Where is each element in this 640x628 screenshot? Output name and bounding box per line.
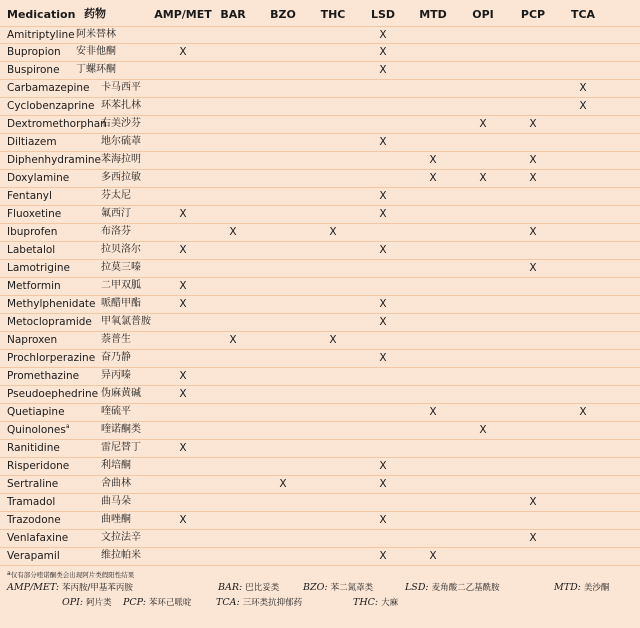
medication-name-text: Sertraline xyxy=(7,478,59,490)
cross-reactivity-mark: X xyxy=(379,514,387,526)
cross-reactivity-mark: X xyxy=(179,370,187,382)
medication-name-cn: 阿米替林 xyxy=(76,29,116,40)
medication-name-cn: 利培酮 xyxy=(101,460,131,471)
legend-item-amp-met: AMP/MET: 苯丙胺/甲基苯丙胺 xyxy=(7,582,133,593)
table-row xyxy=(0,80,640,98)
cross-reactivity-mark: X xyxy=(379,460,387,472)
table-row xyxy=(0,440,640,458)
table-row xyxy=(0,404,640,422)
cross-reactivity-mark: X xyxy=(479,424,487,436)
medication-name-text: Ranitidine xyxy=(7,442,60,454)
table-row xyxy=(0,296,640,314)
medication-name xyxy=(7,173,69,184)
table-row xyxy=(0,152,640,170)
table-row xyxy=(0,332,640,350)
legend-item-lsd: LSD: 麦角酸二乙基酰胺 xyxy=(405,582,500,593)
medication-name-cn: 二甲双胍 xyxy=(101,280,141,291)
legend-item-tca: TCA: 三环类抗抑郁药 xyxy=(216,597,303,608)
medication-name-cn: 曲马朵 xyxy=(101,496,131,507)
table-row xyxy=(0,188,640,206)
col-header-bzo: BZO xyxy=(270,8,296,21)
legend-item-thc: THC: 大麻 xyxy=(353,597,399,608)
medication-name-text: Verapamil xyxy=(7,550,60,562)
cross-reactivity-mark: X xyxy=(529,118,537,130)
medication-name-text: Tramadol xyxy=(7,496,56,508)
table-row xyxy=(0,224,640,242)
table-row xyxy=(0,62,640,80)
medication-header: Medication xyxy=(7,8,76,21)
cross-reactivity-mark: X xyxy=(529,496,537,508)
medication-name xyxy=(7,533,68,544)
medication-name-cn: 芬太尼 xyxy=(101,190,131,201)
medication-name-cn: 甲氧氯普胺 xyxy=(101,316,151,327)
medication-name-text: Diltiazem xyxy=(7,136,57,148)
medication-name xyxy=(7,263,70,274)
table-row xyxy=(0,116,640,134)
table-row xyxy=(0,350,640,368)
medication-name-text: Diphenhydramine xyxy=(7,154,101,166)
table-row xyxy=(0,98,640,116)
col-header-amp-met: AMP/MET xyxy=(154,8,212,21)
table-row xyxy=(0,26,640,44)
medication-name-text: Doxylamine xyxy=(7,172,70,184)
table-row xyxy=(0,512,640,530)
medication-name xyxy=(7,245,55,256)
cross-reactivity-mark: X xyxy=(529,154,537,166)
medication-name xyxy=(7,371,79,382)
col-header-thc: THC xyxy=(320,8,346,21)
medication-name xyxy=(7,83,90,94)
table-row xyxy=(0,476,640,494)
medication-name-cn: 喹诺酮类 xyxy=(101,424,141,435)
cross-reactivity-mark: X xyxy=(579,100,587,112)
cross-reactivity-mark: X xyxy=(379,316,387,328)
legend-item-bzo: BZO: 苯二氮䓬类 xyxy=(303,582,374,593)
table-row xyxy=(0,548,640,566)
cross-reactivity-mark: X xyxy=(179,208,187,220)
medication-name-text: Bupropion xyxy=(7,46,61,58)
cross-reactivity-mark: X xyxy=(329,226,337,238)
table-row xyxy=(0,278,640,296)
cross-reactivity-mark: X xyxy=(179,46,187,58)
cross-reactivity-mark: X xyxy=(379,244,387,256)
medication-name xyxy=(7,551,60,562)
medication-name-cn: 舍曲林 xyxy=(101,478,131,489)
cross-reactivity-mark: X xyxy=(479,172,487,184)
medication-name-cn: 喹硫平 xyxy=(101,406,131,417)
cross-reactivity-mark: X xyxy=(179,514,187,526)
medication-name-text: Fentanyl xyxy=(7,190,52,202)
medication-name xyxy=(7,515,61,526)
medication-name-text: Fluoxetine xyxy=(7,208,62,220)
cross-reactivity-mark: X xyxy=(579,406,587,418)
medication-name xyxy=(7,317,92,328)
medication-name xyxy=(7,425,70,436)
medication-name-cn: 曲唑酮 xyxy=(101,514,131,525)
cross-reactivity-mark: X xyxy=(379,208,387,220)
table-row xyxy=(0,314,640,332)
table-row xyxy=(0,422,640,440)
medication-name-text: Naproxen xyxy=(7,334,58,346)
cross-reactivity-mark: X xyxy=(179,280,187,292)
medication-name xyxy=(7,30,75,41)
cross-reactivity-mark: X xyxy=(529,172,537,184)
table-row xyxy=(0,242,640,260)
table-header xyxy=(0,0,640,26)
cross-reactivity-mark: X xyxy=(379,29,387,41)
cross-reactivity-mark: X xyxy=(329,334,337,346)
medication-name xyxy=(7,299,95,310)
cross-reactivity-mark: X xyxy=(379,352,387,364)
medication-name xyxy=(7,101,94,112)
col-header-lsd: LSD xyxy=(370,8,396,21)
medication-name-text: Dextromethorphan xyxy=(7,118,107,130)
cross-reactivity-mark: X xyxy=(179,442,187,454)
medication-name xyxy=(7,65,60,76)
table-row xyxy=(0,458,640,476)
medication-name-text: Cyclobenzaprine xyxy=(7,100,95,112)
medication-name xyxy=(7,443,60,454)
medication-name-cn: 苯海拉明 xyxy=(101,154,141,165)
medication-name-cn: 地尔硫䓬 xyxy=(101,136,141,147)
medication-name xyxy=(7,191,52,202)
table-row xyxy=(0,170,640,188)
medication-name-text: Quetiapine xyxy=(7,406,65,418)
col-header-mtd: MTD xyxy=(419,8,447,21)
legend-item-mtd: MTD: 美沙酮 xyxy=(554,582,610,593)
table-row xyxy=(0,206,640,224)
cross-reactivity-mark: X xyxy=(229,226,237,238)
footnote-text: 仅有部分喹诺酮类会出现阿片类假阳性结果 xyxy=(10,571,135,579)
col-header-tca: TCA xyxy=(570,8,596,21)
footnote-marker: a xyxy=(65,423,70,430)
medication-name xyxy=(7,281,61,292)
medication-name-cn: 哌醋甲酯 xyxy=(101,298,141,309)
cross-reactivity-mark: X xyxy=(279,478,287,490)
medication-name xyxy=(7,461,69,472)
medication-name-text: Prochlorperazine xyxy=(7,352,96,364)
medication-name-text: Venlafaxine xyxy=(7,532,69,544)
cross-reactivity-mark: X xyxy=(429,154,437,166)
cross-reactivity-mark: X xyxy=(529,532,537,544)
medication-name-cn: 右美沙芬 xyxy=(101,118,141,129)
table-row xyxy=(0,368,640,386)
col-header-pcp: PCP xyxy=(520,8,546,21)
medication-name-cn: 文拉法辛 xyxy=(101,532,141,543)
cross-reactivity-mark: X xyxy=(379,46,387,58)
cross-reactivity-mark: X xyxy=(579,82,587,94)
cross-reactivity-mark: X xyxy=(379,190,387,202)
medication-name-cn: 雷尼替丁 xyxy=(101,442,141,453)
medication-name-cn: 氟西汀 xyxy=(101,208,131,219)
cross-reactivity-mark: X xyxy=(179,244,187,256)
legend-item-bar: BAR: 巴比妥类 xyxy=(218,582,280,593)
medication-name-cn: 卡马西平 xyxy=(101,82,141,93)
medication-name xyxy=(7,155,101,166)
cross-reactivity-mark: X xyxy=(379,298,387,310)
medication-name-cn: 丁螺环酮 xyxy=(76,64,116,75)
medication-name-cn: 奋乃静 xyxy=(101,352,131,363)
medication-name xyxy=(7,119,107,130)
table-row xyxy=(0,134,640,152)
medication-name-text: Buspirone xyxy=(7,64,60,76)
table-row xyxy=(0,260,640,278)
medication-name-text: Quinolones xyxy=(7,424,66,436)
medication-name xyxy=(7,407,65,418)
medication-name-text: Promethazine xyxy=(7,370,80,382)
medication-name-text: Lamotrigine xyxy=(7,262,70,274)
table-row xyxy=(0,530,640,548)
medication-name-text: Pseudoephedrine xyxy=(7,388,99,400)
medication-name-cn: 拉贝洛尔 xyxy=(101,244,141,255)
cross-reactivity-mark: X xyxy=(229,334,237,346)
medication-name-text: Labetalol xyxy=(7,244,56,256)
medication-name-cn: 拉莫三嗪 xyxy=(101,262,141,273)
col-header-opi: OPI xyxy=(472,8,494,21)
legend-item-opi: OPI: 阿片类 xyxy=(62,597,112,608)
medication-name xyxy=(7,47,61,58)
medication-name-cn: 布洛芬 xyxy=(101,226,131,237)
cross-reactivity-mark: X xyxy=(379,64,387,76)
medication-name xyxy=(7,335,57,346)
col-header-bar: BAR xyxy=(220,8,246,21)
table-row xyxy=(0,44,640,62)
cross-reactivity-mark: X xyxy=(429,406,437,418)
medication-name-cn: 安非他酮 xyxy=(76,46,116,57)
cross-reactivity-mark: X xyxy=(179,298,187,310)
medication-name xyxy=(7,209,61,220)
abbreviation-legend xyxy=(0,583,640,613)
cross-reactivity-mark: X xyxy=(379,550,387,562)
medication-name-cn: 异丙嗪 xyxy=(101,370,131,381)
cross-reactivity-mark: X xyxy=(429,550,437,562)
medication-name-text: Trazodone xyxy=(7,514,61,526)
cross-reactivity-mark: X xyxy=(529,262,537,274)
medication-name-cn: 维拉帕米 xyxy=(101,550,141,561)
medication-name xyxy=(7,137,57,148)
cross-reactivity-mark: X xyxy=(529,226,537,238)
cross-reactivity-mark: X xyxy=(379,478,387,490)
medication-name-text: Methylphenidate xyxy=(7,298,96,310)
footnote-marker: a xyxy=(7,570,11,577)
table-body xyxy=(0,26,640,566)
medication-name xyxy=(7,353,95,364)
table-row xyxy=(0,386,640,404)
medication-name xyxy=(7,479,58,490)
medication-name-cn: 多西拉敏 xyxy=(101,172,141,183)
medication-name-cn: 环苯扎林 xyxy=(101,100,141,111)
medication-name xyxy=(7,227,57,238)
medication-name-cn: 萘普生 xyxy=(101,334,131,345)
medication-name xyxy=(7,497,55,508)
cross-reactivity-mark: X xyxy=(179,388,187,400)
cross-reactivity-mark: X xyxy=(429,172,437,184)
medication-name-text: Risperidone xyxy=(7,460,70,472)
footnote xyxy=(7,572,134,579)
cross-reactivity-mark: X xyxy=(479,118,487,130)
medication-name-text: Metformin xyxy=(7,280,61,292)
medication-name-cn: 伪麻黄碱 xyxy=(101,388,141,399)
medication-cn-header: 药物 xyxy=(84,7,106,20)
legend-item-pcp: PCP: 苯环己哌啶 xyxy=(123,597,192,608)
medication-name-text: Ibuprofen xyxy=(7,226,58,238)
table-row xyxy=(0,494,640,512)
medication-name-text: Metoclopramide xyxy=(7,316,92,328)
cross-reactivity-mark: X xyxy=(379,136,387,148)
medication-name xyxy=(7,389,98,400)
medication-name-text: Carbamazepine xyxy=(7,82,90,94)
medication-name-text: Amitriptyline xyxy=(7,29,75,41)
